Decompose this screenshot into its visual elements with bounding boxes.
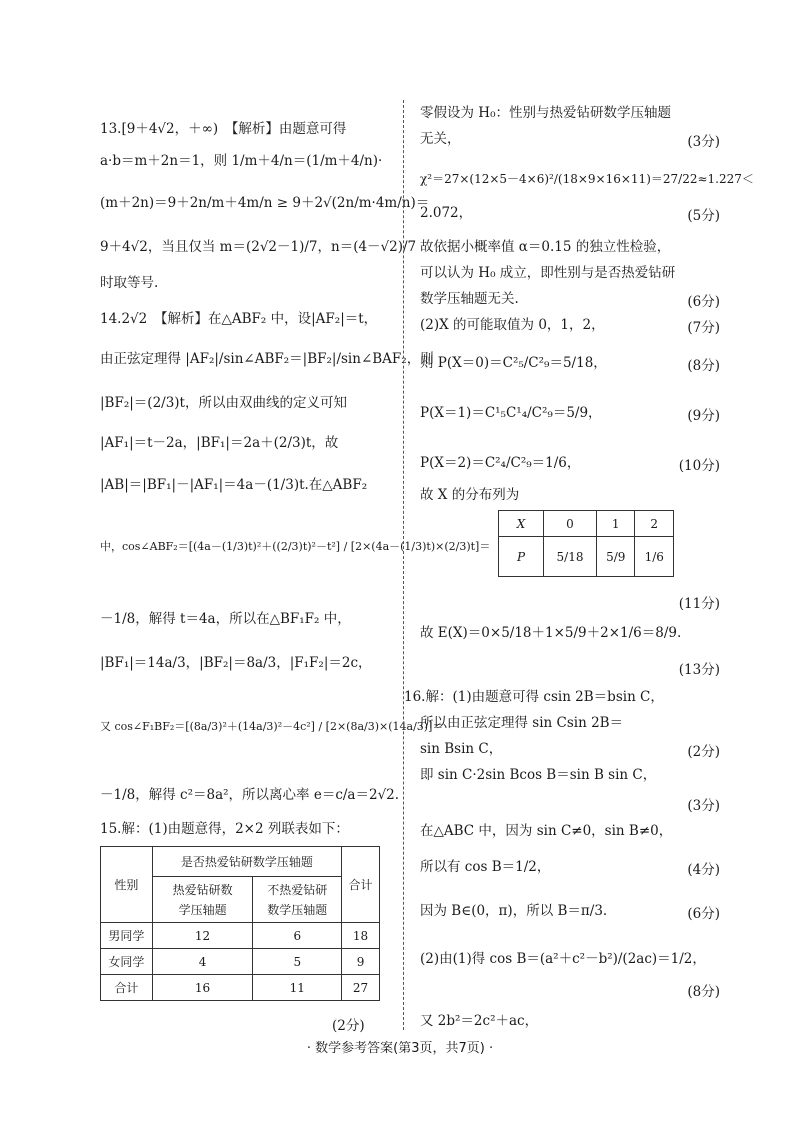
r-line-4: 2.072， (420, 205, 473, 221)
dist-p-value: 5/18 (544, 537, 597, 577)
table-header-total: 合计 (342, 847, 380, 923)
score-table: (2分) (332, 1018, 365, 1034)
expectation-line: 故 E(X)＝0×5/18＋1×5/9＋2×1/6＝8/9. (420, 625, 682, 641)
q14-line-8: |BF₁|＝14a/3，|BF₂|＝8a/3，|F₁F₂|＝2c， (100, 655, 372, 671)
q13-line-4: 9＋4√2，当且仅当 m＝(2√2－1)/7，n＝(4－√2)/7 (100, 239, 417, 255)
q16-line-4: 即 sin C·2sin Bcos B＝sin B sin C， (420, 767, 657, 783)
table-row (101, 923, 380, 949)
r-line-3: χ²＝27×(12×5－4×6)²/(18×9×16×11)＝27/22≈1.227＜ (420, 172, 754, 186)
q13-line-2: a·b＝m＋2n＝1，则 1/m＋4/n＝(1/m＋4/n)· (100, 153, 383, 169)
score-3b: (3分) (687, 798, 720, 814)
r-line-12: 故 X 的分布列为 (420, 487, 520, 503)
q14-line-3: |BF₂|＝(2/3)t，所以由双曲线的定义可知 (100, 395, 347, 411)
row-label: 合计 (101, 975, 153, 1001)
distribution-table (498, 510, 674, 577)
q13-line-3: (m＋2n)＝9＋2n/m＋4m/n ≥ 9＋2√(2n/m·4m/n)＝ (100, 195, 430, 211)
q16-line-5: 在△ABC 中，因为 sin C≠0，sin B≠0， (420, 823, 673, 839)
q14-line-5: |AB|＝|BF₁|－|AF₁|＝4a－(1/3)t.在△ABF₂ (100, 477, 368, 493)
q16-line-8: (2)由(1)得 cos B＝(a²＋c²－b²)/(2ac)＝1/2， (420, 951, 706, 967)
q16-line-9: 又 2b²＝2c²＋ac， (420, 1013, 539, 1029)
q13-line-5: 时取等号. (100, 275, 159, 291)
cell-no: 5 (253, 949, 342, 975)
score-7: (7分) (687, 320, 720, 336)
q16-line-7: 因为 B∈(0，π)，所以 B＝π/3. (420, 903, 608, 919)
dist-p-value: 5/9 (596, 537, 635, 577)
cell-yes: 16 (152, 975, 253, 1001)
dist-x-label: X (499, 511, 544, 537)
score-6a: (6分) (687, 294, 720, 310)
table-header-no: 不热爱钻研数学压轴题 (253, 877, 342, 923)
score-13: (13分) (678, 662, 720, 678)
q14-line-2: 由正弦定理得 |AF₂|/sin∠ABF₂＝|BF₂|/sin∠BAF₂，则 (100, 351, 434, 367)
cell-total: 18 (342, 923, 380, 949)
q16-line-3: sin Bsin C， (420, 741, 503, 757)
score-10: (10分) (678, 458, 720, 474)
r-line-8: (2)X 的可能取值为 0，1，2， (420, 317, 605, 333)
table-header-gender: 性别 (101, 847, 153, 923)
score-4: (4分) (687, 862, 720, 878)
cell-yes: 12 (152, 923, 253, 949)
score-11: (11分) (678, 596, 720, 612)
row-label: 女同学 (101, 949, 153, 975)
score-2: (2分) (687, 744, 720, 760)
cell-total: 27 (342, 975, 380, 1001)
q14-line-9: 又 cos∠F₁BF₂＝[(8a/3)²＋(14a/3)²－4c²] / [2×(8a/3)×(14a/3)]＝ (100, 720, 444, 733)
table-row (101, 975, 380, 1001)
cell-yes: 4 (152, 949, 253, 975)
cell-no: 6 (253, 923, 342, 949)
score-9: (9分) (687, 408, 720, 424)
q14-line-1: 14.2√2 【解析】在△ABF₂ 中，设|AF₂|＝t， (100, 311, 378, 327)
q13-line-1: 13.[9＋4√2，＋∞) 【解析】由题意可得 (100, 121, 347, 137)
cell-total: 9 (342, 949, 380, 975)
score-6b: (6分) (687, 906, 720, 922)
q14-line-6: 中，cos∠ABF₂＝[(4a－(1/3)t)²＋((2/3)t)²－t²] / [2×(4a－(1/3)t)×(2/3)t]＝ (100, 540, 491, 553)
q14-line-10: －1/8，解得 c²＝8a²，所以离心率 e＝c/a＝2√2. (100, 787, 400, 803)
r-line-10: P(X＝1)＝C¹₅C¹₄/C²₉＝5/9， (420, 405, 602, 421)
column-divider (403, 100, 404, 1030)
r-line-9: 则 P(X＝0)＝C²₅/C²₉＝5/18， (420, 355, 607, 371)
r-line-11: P(X＝2)＝C²₄/C²₉＝1/6， (420, 455, 581, 471)
r-line-2: 无关， (420, 131, 461, 147)
q16-line-2: 所以由正弦定理得 sin Csin 2B＝ (420, 715, 624, 731)
page-footer: · 数学参考答案(第3页，共7页) · (306, 1041, 494, 1056)
dist-x-value: 2 (635, 511, 674, 537)
table-row (101, 949, 380, 975)
r-line-7: 数学压轴题无关. (420, 291, 519, 307)
table-header-yes: 热爱钻研数学压轴题 (152, 877, 253, 923)
r-line-5: 故依据小概率值 α＝0.15 的独立性检验， (420, 239, 671, 255)
dist-p-value: 1/6 (635, 537, 674, 577)
q14-line-4: |AF₁|＝t－2a，|BF₁|＝2a＋(2/3)t，故 (100, 435, 339, 451)
score-8b: (8分) (687, 984, 720, 1000)
q16-line-6: 所以有 cos B＝1/2， (420, 859, 551, 875)
score-3a: (3分) (687, 134, 720, 150)
dist-x-value: 0 (544, 511, 597, 537)
q14-line-7: －1/8，解得 t＝4a，所以在△BF₁F₂ 中， (100, 611, 351, 627)
contingency-table (100, 846, 380, 1001)
score-8a: (8分) (687, 358, 720, 374)
table-header-group: 是否热爱钻研数学压轴题 (152, 847, 341, 877)
r-line-1: 零假设为 H₀：性别与热爱钻研数学压轴题 (420, 105, 671, 121)
row-label: 男同学 (101, 923, 153, 949)
q15-intro: 15.解：(1)由题意得，2×2 列联表如下： (100, 821, 349, 837)
dist-p-label: P (499, 537, 544, 577)
r-line-6: 可以认为 H₀ 成立，即性别与是否热爱钻研 (420, 265, 676, 281)
q16-line-1: 16.解：(1)由题意可得 csin 2B＝bsin C， (404, 689, 664, 705)
dist-x-value: 1 (596, 511, 635, 537)
cell-no: 11 (253, 975, 342, 1001)
score-5: (5分) (687, 208, 720, 224)
